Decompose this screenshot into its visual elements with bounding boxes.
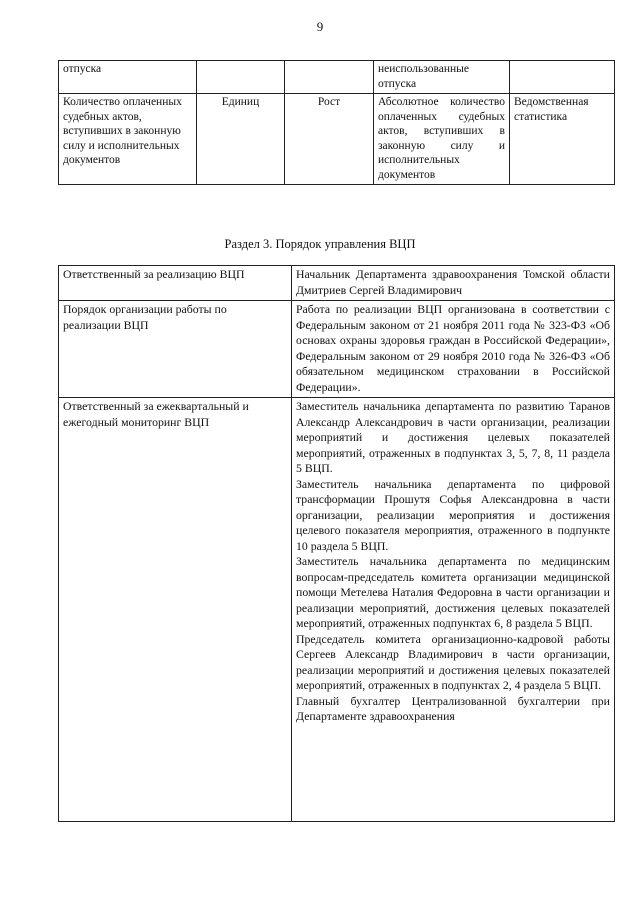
table-cell: Рост [285,94,374,185]
table-row [59,94,615,185]
indicators-table [58,60,615,185]
section-title: Раздел 3. Порядок управления ВЦП [224,237,416,251]
table-cell [510,61,615,94]
row-label: Ответственный за реализацию ВЦП [59,266,292,301]
table-row [59,266,615,301]
table-cell: Ведомственная статистика [510,94,615,185]
table-cell [197,61,285,94]
table-cell: Абсолютное количество оплаченных судебных актов, вступивших в законную силу и исполнительных документов [374,94,510,185]
table-cell: Количество оплаченных судебных актов, вступивших в законную силу и исполнительных документов [59,94,197,185]
paragraph: Председатель комитета организационно-кадровой работы Сергеев Александр Владимирович в части организации, реализации мероприятий и достижения целевых показателей мероприятий, отраженных в подпунктах 2, 4 раздела 5 ВЦП. [296,631,610,692]
table-row [59,61,615,94]
table-row [59,398,615,822]
table-cell: отпуска [59,61,197,94]
paragraph: Главный бухгалтер Централизованной бухгалтерии при Департаменте здравоохранения [296,693,610,723]
page-number: 9 [316,19,324,34]
row-value: Работа по реализации ВЦП организована в соответствии с Федеральным законом от 21 ноября 2011 года № 323-ФЗ «Об основах охраны здоровья граждан в Российской Федерации», Федеральным законом от 29 ноября 2010 года № 326-ФЗ «Об обязательном медицинском страховании в Российской Федерации». [292,301,615,398]
management-table [58,265,615,822]
table-cell [285,61,374,94]
paragraph: Заместитель начальника департамента по цифровой трансформации Прошутя Софья Александровна в части организации, реализации мероприятия и достижения целевого показателя мероприятия, отраженного в подпункте 10 раздела 5 ВЦП. [296,476,610,553]
row-label: Порядок организации работы по реализации ВЦП [59,301,292,398]
paragraph: Заместитель начальника департамента по медицинским вопросам-председатель комитета организации медицинской помощи Метелева Наталия Федоровна в части организации и реализации мероприятий, достижения целевых показателей мероприятий, отраженных подпунктах 6, 8 раздела 5 ВЦП. [296,554,610,630]
row-value: Начальник Департамента здравоохранения Томской области Дмитриев Сергей Владимирович [292,266,615,301]
paragraph: Заместитель начальника департамента по развитию Таранов Александр Александрович в части организации, реализации мероприятий и достижения целевых показателей мероприятий, отраженных в подпунктах 3, 5, 7, 8, 11 раздела 5 ВЦП. [296,399,610,475]
table-cell: неиспользованные отпуска [374,61,510,94]
table-cell: Единиц [197,94,285,185]
table-row [59,301,615,398]
monitoring-responsibles [296,399,610,819]
row-value [292,398,615,822]
row-label: Ответственный за ежеквартальный и ежегодный мониторинг ВЦП [59,398,292,822]
